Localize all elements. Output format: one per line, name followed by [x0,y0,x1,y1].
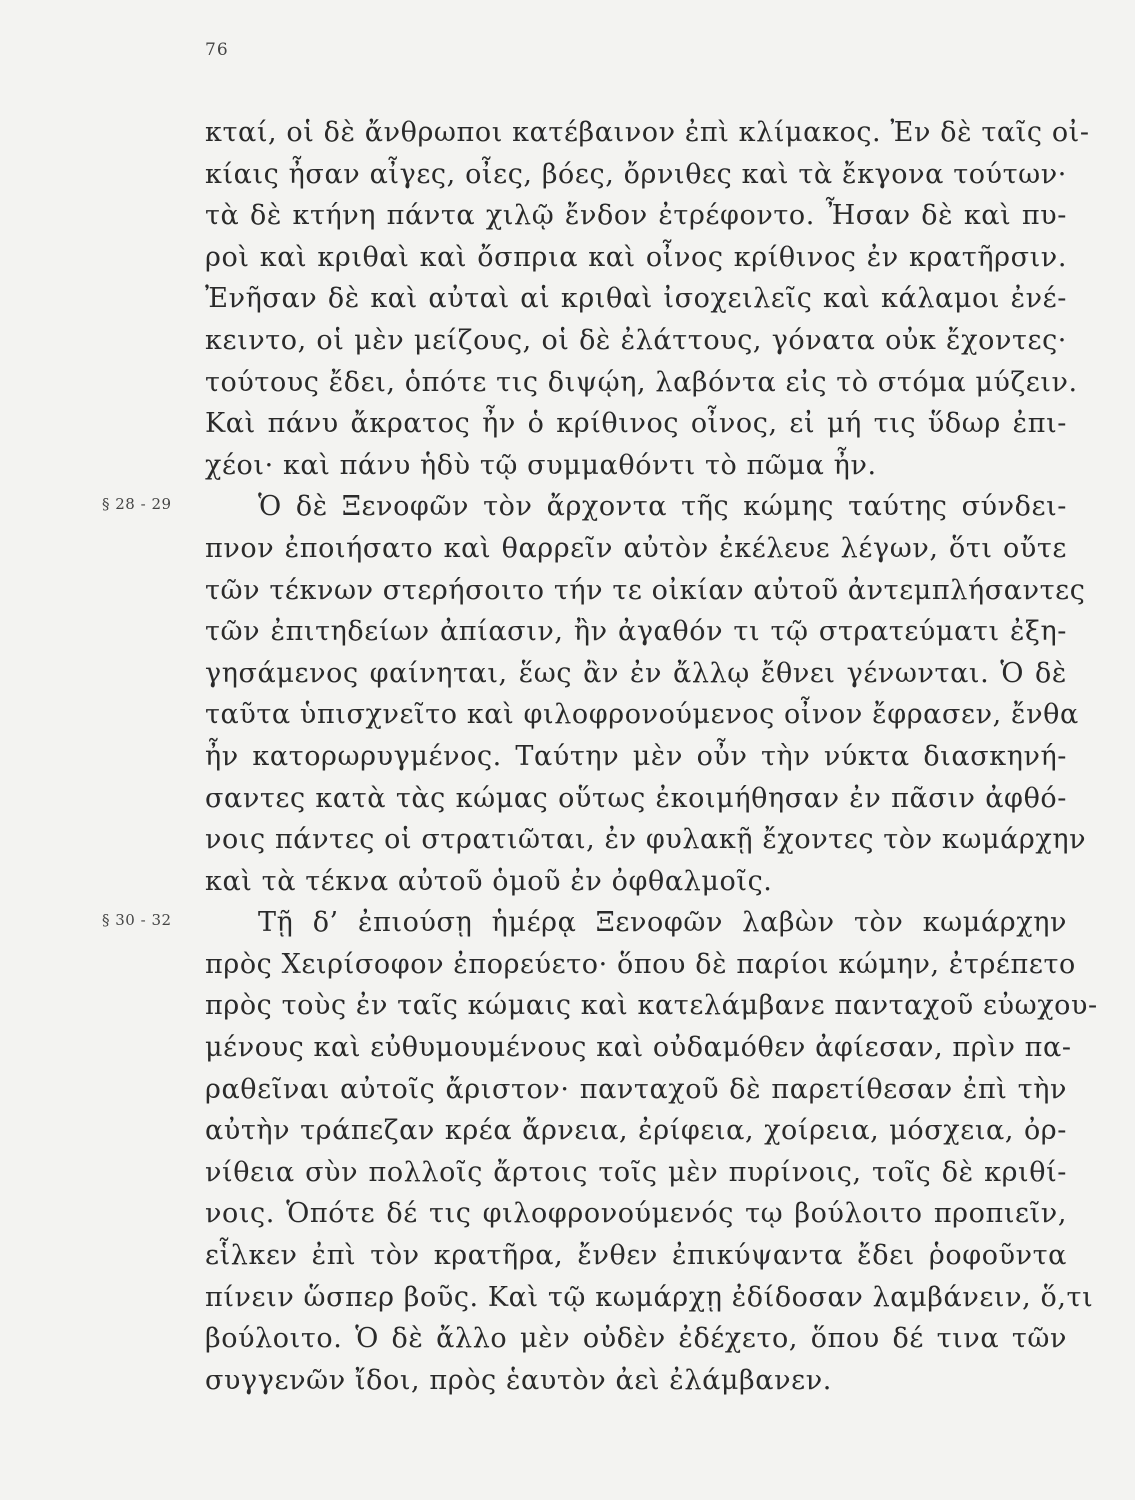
text-line [0,154,1135,196]
line-text: ταῦτα ὑπισχνεῖτο καὶ φιλοφρονούμενος οἶνον ἔφρασεν, ἔνθα [205,699,1079,731]
text-line [0,736,1135,778]
line-text: πρὸς τοὺς ἐν ταῖς κώμαις καὶ κατελάμβανε πανταχοῦ εὐωχου- [205,990,1098,1022]
line-text: χέοι· καὶ πάνυ ἡδὺ τῷ συμμαθόντι τὸ πῶμα ἦν. [205,449,877,481]
page-text [0,112,1135,1401]
line-text: Καὶ πάνυ ἄκρατος ἦν ὁ κρίθινος οἶνος, εἰ μή τις ὕδωρ ἐπι- [205,408,1067,440]
line-text: νίθεια σὺν πολλοῖς ἄρτοις τοῖς μὲν πυρίνοις, τοῖς δὲ κριθί- [205,1156,1067,1188]
line-text: νοις πάντες οἱ στρατιῶται, ἐν φυλακῇ ἔχοντες τὸν κωμάρχην [205,824,1087,856]
line-text: κειντο, οἱ μὲν μείζους, οἱ δὲ ἐλάττους, γόνατα οὐκ ἔχοντες· [205,324,1067,356]
text-line [0,1027,1135,1069]
line-text: γησάμενος φαίνηται, ἕως ἂν ἐν ἄλλῳ ἔθνει γένωνται. Ὁ δὲ [205,657,1067,689]
line-text: πρὸς Χειρίσοφον ἐπορεύετο· ὅπου δὲ παρίοι κώμην, ἐτρέπετο [205,948,1076,980]
line-text: Ὁ δὲ Ξενοφῶν τὸν ἄρχοντα τῆς κώμης ταύτης σύνδει- [258,491,1067,523]
text-line [0,1277,1135,1319]
text-line [0,694,1135,736]
text-line [0,320,1135,362]
line-text: σαντες κατὰ τὰς κώμας οὕτως ἐκοιμήθησαν ἐν πᾶσιν ἀφθό- [205,782,1067,814]
text-line [0,1235,1135,1277]
line-text: τῶν τέκνων στερήσοιτο τήν τε οἰκίαν αὐτοῦ ἀντεμπλήσαντες [205,574,1086,606]
text-line [0,1360,1135,1402]
line-text: Ἐνῆσαν δὲ καὶ αὐταὶ αἱ κριθαὶ ἰσοχειλεῖς καὶ κάλαμοι ἐνέ- [205,283,1067,315]
text-line [0,362,1135,404]
text-line [0,1069,1135,1111]
line-text: ἦν κατορωρυγμένος. Ταύτην μὲν οὖν τὴν νύκτα διασκηνή- [205,740,1067,772]
line-text: συγγενῶν ἴδοι, πρὸς ἑαυτὸν ἀεὶ ἐλάμβανεν. [205,1364,832,1396]
line-text: εἷλκεν ἐπὶ τὸν κρατῆρα, ἔνθεν ἐπικύψαντα ἔδει ῥοφοῦντα [205,1240,1067,1272]
section-reference: § 28 - 29 [102,495,172,514]
text-line [0,985,1135,1027]
text-line [0,944,1135,986]
text-line [0,1110,1135,1152]
text-line [0,112,1135,154]
line-text: κίαις ἦσαν αἶγες, οἶες, βόες, ὄρνιθες καὶ τὰ ἔκγονα τούτων· [205,158,1067,190]
line-text: τούτους ἔδει, ὁπότε τις διψῴη, λαβόντα εἰς τὸ στόμα μύζειν. [205,366,1078,398]
text-line [0,611,1135,653]
text-line [0,778,1135,820]
text-line [0,486,1135,528]
line-text: κταί, οἱ δὲ ἄνθρωποι κατέβαινον ἐπὶ κλίμακος. Ἐν δὲ ταῖς οἰ- [205,117,1090,148]
page-number: 76 [205,40,229,60]
line-text: Τῇ δ’ ἐπιούσῃ ἡμέρᾳ Ξενοφῶν λαβὼν τὸν κωμάρχην [258,907,1067,939]
text-line [0,1193,1135,1235]
section-reference: § 30 - 32 [102,911,172,930]
text-line [0,445,1135,487]
text-line [0,819,1135,861]
text-line [0,1152,1135,1194]
text-line [0,902,1135,944]
line-text: βούλοιτο. Ὁ δὲ ἄλλο μὲν οὐδὲν ἐδέχετο, ὅπου δέ τινα τῶν [205,1323,1067,1355]
text-line [0,195,1135,237]
line-text: αὐτὴν τράπεζαν κρέα ἄρνεια, ἐρίφεια, χοίρεια, μόσχεια, ὀρ- [205,1115,1067,1147]
line-text: νοις. Ὁπότε δέ τις φιλοφρονούμενός τῳ βούλοιτο προπιεῖν, [205,1198,1067,1230]
line-text: τῶν ἐπιτηδείων ἀπίασιν, ἢν ἀγαθόν τι τῷ στρατεύματι ἐξη- [205,616,1067,648]
line-text: ραθεῖναι αὐτοῖς ἄριστον· πανταχοῦ δὲ παρετίθεσαν ἐπὶ τὴν [205,1073,1067,1105]
text-line [0,528,1135,570]
line-text: τὰ δὲ κτήνη πάντα χιλῷ ἔνδον ἐτρέφοντο. Ἦσαν δὲ καὶ πυ- [205,200,1067,232]
line-text: καὶ τὰ τέκνα αὐτοῦ ὁμοῦ ἐν ὀφθαλμοῖς. [205,865,773,897]
text-line [0,1318,1135,1360]
text-line [0,653,1135,695]
text-line [0,403,1135,445]
text-line [0,237,1135,279]
line-text: πίνειν ὥσπερ βοῦς. Καὶ τῷ κωμάρχῃ ἐδίδοσαν λαμβάνειν, ὅ,τι [205,1281,1094,1313]
line-text: πνον ἐποιήσατο καὶ θαρρεῖν αὐτὸν ἐκέλευε λέγων, ὅτι οὔτε [205,532,1067,564]
text-line [0,861,1135,903]
text-line [0,278,1135,320]
line-text: μένους καὶ εὐθυμουμένους καὶ οὐδαμόθεν ἀφίεσαν, πρὶν πα- [205,1032,1072,1064]
text-line [0,570,1135,612]
line-text: ροὶ καὶ κριθαὶ καὶ ὄσπρια καὶ οἶνος κρίθινος ἐν κρατῆρσιν. [205,241,1067,273]
